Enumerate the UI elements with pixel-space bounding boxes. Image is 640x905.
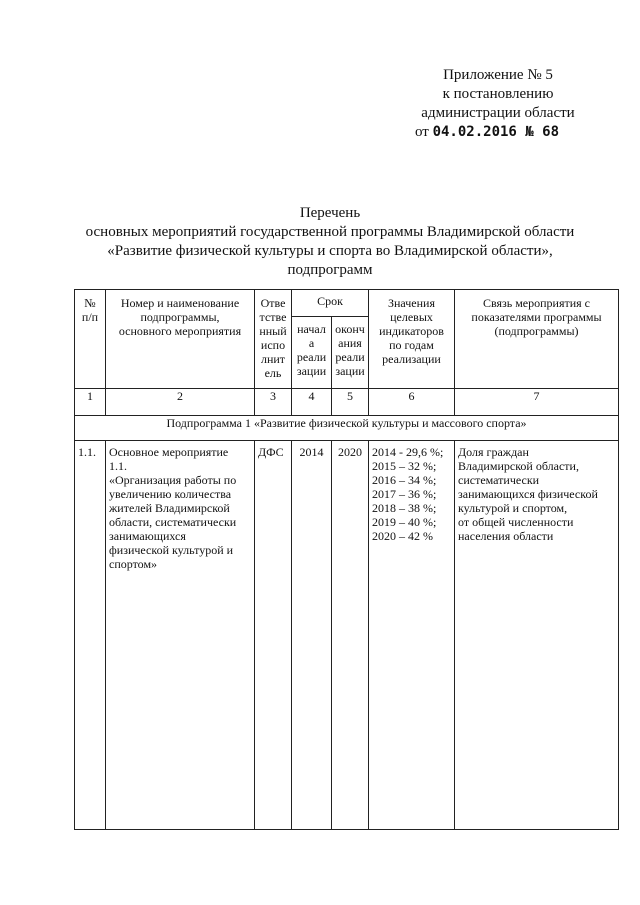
text-line: реализации	[382, 352, 441, 366]
header-name	[106, 290, 255, 389]
row-measure-name	[106, 441, 255, 830]
col-number: 4	[292, 389, 332, 416]
col-number: 1	[75, 389, 106, 416]
text-line: увеличению количества	[109, 487, 232, 501]
row-num: 1.1.	[75, 441, 106, 830]
column-number-row	[75, 389, 619, 416]
text-line: Значения	[387, 296, 435, 310]
header-end	[332, 317, 369, 389]
text-line: Номер и наименование	[120, 296, 240, 310]
text-line: 2018 – 38 %;	[372, 501, 437, 515]
text-line: №	[84, 296, 96, 310]
text-line: а	[308, 336, 315, 350]
text-line: показателями программы	[471, 310, 602, 324]
annex-block	[398, 66, 598, 142]
document-heading	[60, 204, 600, 280]
text-line: тстве	[259, 310, 287, 324]
text-line: Отве	[260, 296, 286, 310]
text-line: 2014 - 29,6 %;	[372, 445, 444, 459]
text-line: испо	[260, 338, 286, 352]
text-line: Основное мероприятие	[109, 445, 229, 459]
subprogram-row	[75, 416, 619, 441]
row-indicators	[369, 441, 455, 830]
text-line: 2019 – 40 %;	[372, 515, 437, 529]
row-link	[455, 441, 619, 830]
text-line: 2017 – 36 %;	[372, 487, 437, 501]
text-line: по годам	[389, 338, 434, 352]
text-line: основного мероприятия	[118, 324, 242, 338]
header-start	[292, 317, 332, 389]
text-line: «Организация работы по	[109, 473, 237, 487]
row-responsible: ДФС	[255, 441, 292, 830]
measures-table	[74, 289, 619, 830]
text-line: Доля граждан	[458, 445, 529, 459]
header-term: Срок	[292, 290, 369, 317]
header-responsible	[255, 290, 292, 389]
text-line: области, систематически	[109, 515, 237, 529]
col-number: 5	[332, 389, 369, 416]
text-line: Связь мероприятия с	[482, 296, 591, 310]
col-number: 2	[106, 389, 255, 416]
annex-line-3: администрации области	[421, 105, 575, 121]
heading-line-4: подпрограмм	[287, 262, 373, 278]
text-line: занимающихся	[109, 529, 186, 543]
text-line: от общей численности	[458, 515, 574, 529]
heading-line-2: основных мероприятий государственной программы Владимирской области	[85, 224, 575, 240]
header-link	[455, 290, 619, 389]
text-line: культурой и спортом,	[458, 501, 568, 515]
text-line: ания	[338, 336, 362, 350]
heading-line-3: «Развитие физической культуры и спорта во Владимирской области»,	[107, 243, 553, 259]
col-number: 3	[255, 389, 292, 416]
text-line: лнит	[260, 352, 286, 366]
col-number: 6	[369, 389, 455, 416]
table-row	[75, 441, 619, 830]
text-line: индикаторов	[379, 324, 444, 338]
text-line: оконч	[335, 322, 365, 336]
text-line: начал	[297, 322, 326, 336]
text-line: 2016 – 34 %;	[372, 473, 437, 487]
text-line: физической культурой и	[109, 543, 234, 557]
text-line: зации	[296, 364, 327, 378]
text-line: реали	[335, 350, 365, 364]
header-values	[369, 290, 455, 389]
text-line: нный	[259, 324, 287, 338]
row-end-year: 2020	[332, 441, 369, 830]
row-start-year: 2014	[292, 441, 332, 830]
text-line: целевых	[390, 310, 433, 324]
text-line: систематически	[458, 473, 540, 487]
text-line: п/п	[81, 310, 99, 324]
text-line: Владимирской области,	[458, 459, 579, 473]
annex-date-line	[376, 123, 598, 142]
col-number: 7	[455, 389, 619, 416]
text-line: жителей Владимирской	[109, 501, 230, 515]
text-line: спортом»	[109, 557, 158, 571]
text-line: 2015 – 32 %;	[372, 459, 437, 473]
heading-line-1: Перечень	[299, 205, 361, 221]
text-line: населения области	[458, 529, 554, 543]
text-line: подпрограммы,	[140, 310, 220, 324]
annex-line-2: к постановлению	[442, 86, 554, 102]
header-row-1	[75, 290, 619, 317]
text-line: реали	[296, 350, 327, 364]
annex-title: Приложение № 5	[443, 67, 553, 83]
text-line: 2020 – 42 %	[372, 529, 433, 543]
header-num	[75, 290, 106, 389]
text-line: (подпрограммы)	[494, 324, 579, 338]
text-line: занимающихся физической	[458, 487, 598, 501]
annex-date-stamp: 04.02.2016 № 68	[432, 124, 560, 140]
text-line: зации	[335, 364, 365, 378]
subprogram-title: Подпрограмма 1 «Развитие физической культуры и массового спорта»	[75, 416, 619, 441]
text-line: ель	[264, 366, 282, 380]
text-line: 1.1.	[109, 459, 127, 473]
annex-from-label: от	[414, 124, 429, 140]
